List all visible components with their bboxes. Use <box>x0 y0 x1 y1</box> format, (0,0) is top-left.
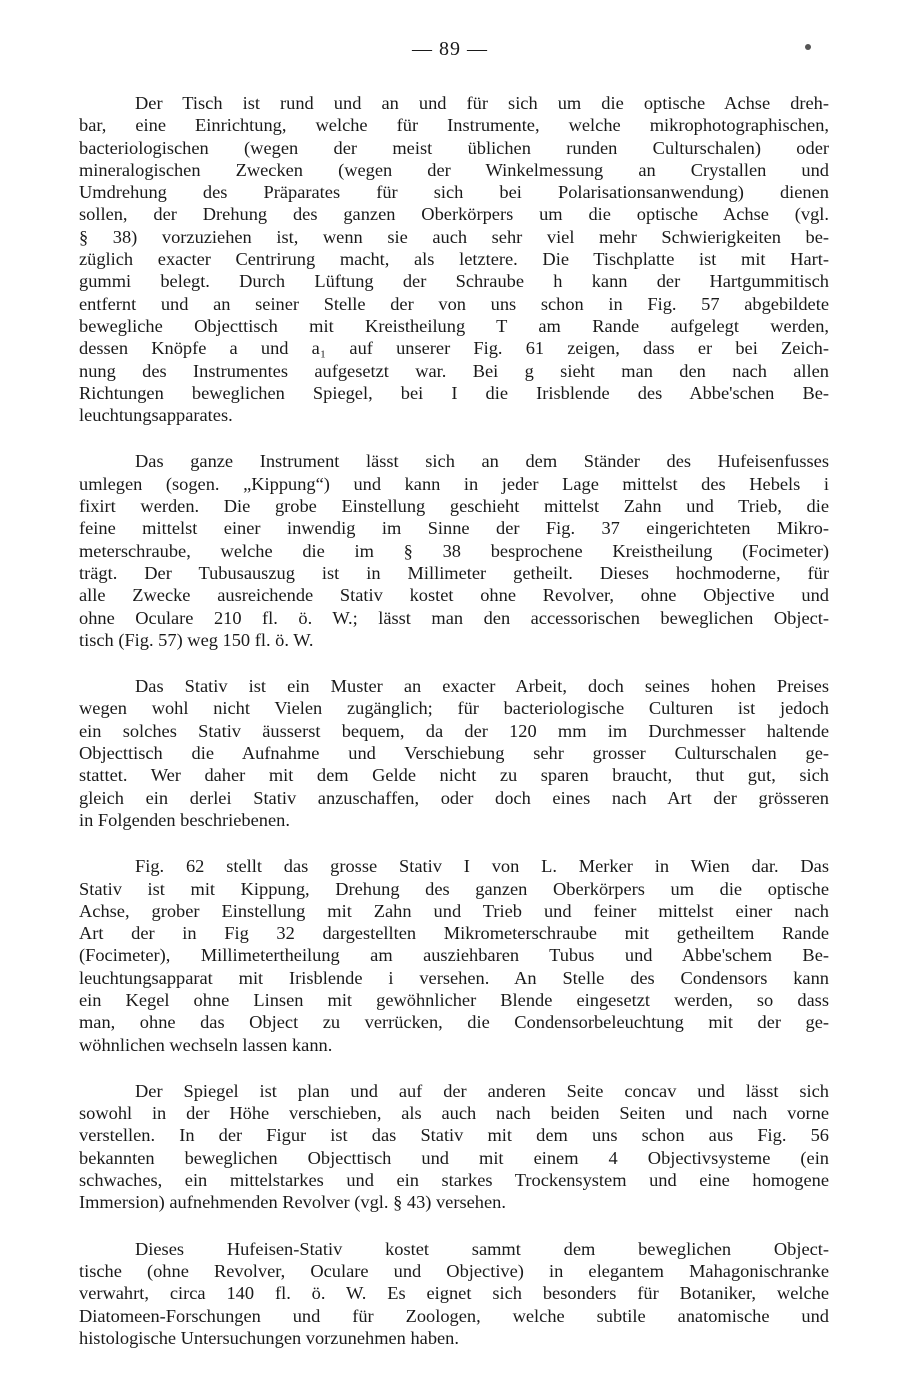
text-line: man, ohne das Object zu verrücken, die Condensorbeleuchtung mit der ge- <box>79 1012 829 1033</box>
text-line: Richtungen beweglichen Spiegel, bei I die Irisblende des Abbe'schen Be- <box>79 382 829 403</box>
text-line: bar, eine Einrichtung, welche für Instrumente, welche mikrophotographischen, <box>79 115 829 136</box>
text-line: züglich exacter Centrirung macht, als letztere. Die Tischplatte ist mit Hart- <box>79 249 829 270</box>
text-line: Stativ ist mit Kippung, Drehung des ganzen Oberkörpers um die optische <box>79 878 829 899</box>
text-line: Umdrehung des Präparates für sich bei Polarisationsanwendung) dienen <box>79 182 829 203</box>
text-line: trägt. Der Tubusauszug ist in Millimeter getheilt. Dieses hochmoderne, für <box>79 562 829 583</box>
text-line: fixirt werden. Die grobe Einstellung geschieht mittelst Zahn und Trieb, die <box>79 496 829 517</box>
text-line: bewegliche Objecttisch mit Kreistheilung T am Rande aufgelegt werden, <box>79 315 829 336</box>
paragraph <box>79 92 829 426</box>
text-line: wegen wohl nicht Vielen zugänglich; für bacteriologische Culturen ist jedoch <box>79 698 829 719</box>
text-line: gleich ein derlei Stativ anzuschaffen, oder doch eines nach Art der grösseren <box>79 787 829 808</box>
text-line: histologische Untersuchungen vorzunehmen haben. <box>79 1327 459 1348</box>
text-line: Achse, grober Einstellung mit Zahn und Trieb und feiner mittelst einer nach <box>79 900 829 921</box>
text-line: Objecttisch die Aufnahme und Verschiebung sehr grosser Culturschalen ge- <box>79 743 829 764</box>
text-line: ohne Oculare 210 fl. ö. W.; lässt man den accessorischen beweglichen Object- <box>79 607 829 628</box>
text-line: ein Kegel ohne Linsen mit gewöhnlicher Blende eingesetzt werden, so dass <box>79 989 829 1010</box>
text-line: leuchtungsapparat mit Irisblende i versehen. An Stelle des Condensors kann <box>79 967 829 988</box>
text-line: Das ganze Instrument lässt sich an dem Ständer des Hufeisenfusses <box>135 451 829 472</box>
text-line: Immersion) aufnehmenden Revolver (vgl. § 43) versehen. <box>79 1192 506 1213</box>
text-line: Diatomeen-Forschungen und für Zoologen, welche subtile anatomische und <box>79 1305 829 1326</box>
paragraph <box>79 855 829 1056</box>
text-line: stattet. Wer daher mit dem Gelde nicht zu sparen braucht, thut gut, sich <box>79 765 829 786</box>
text-line: ein solches Stativ äusserst bequem, da der 120 mm im Durchmesser haltende <box>79 720 829 741</box>
text-line: tisch (Fig. 57) weg 150 fl. ö. W. <box>79 629 314 650</box>
text-line: sollen, der Drehung des ganzen Oberkörpers um die optische Achse (vgl. <box>79 204 829 225</box>
text-line: wöhnlichen wechseln lassen kann. <box>79 1034 333 1055</box>
text-line: mineralogischen Zwecken (wegen der Winkelmessung an Crystallen und <box>79 159 829 180</box>
text-line: tische (ohne Revolver, Oculare und Objective) in elegantem Mahagonischranke <box>79 1260 829 1281</box>
text-line: Dieses Hufeisen-Stativ kostet sammt dem beweglichen Object- <box>135 1238 829 1259</box>
text-line: Art der in Fig 32 dargestellten Mikrometerschraube mit getheiltem Rande <box>79 923 829 944</box>
text-line: dessen Knöpfe a und a₁ auf unserer Fig. 61 zeigen, dass er bei Zeich- <box>79 338 829 359</box>
paragraph <box>79 1238 829 1349</box>
text-line: Das Stativ ist ein Muster an exacter Arbeit, doch seines hohen Preises <box>135 676 829 697</box>
text-line: § 38) vorzuziehen ist, wenn sie auch sehr viel mehr Schwierigkeiten be- <box>79 226 829 247</box>
text-line: gummi belegt. Durch Lüftung der Schraube h kann der Hartgummitisch <box>79 271 829 292</box>
text-line: Fig. 62 stellt das grosse Stativ I von L. Merker in Wien dar. Das <box>135 856 829 877</box>
print-speck <box>805 44 811 50</box>
text-line: verwahrt, circa 140 fl. ö. W. Es eignet sich besonders für Botaniker, welche <box>79 1283 829 1304</box>
text-line: (Focimeter), Millimetertheilung am ausziehbaren Tubus und Abbe'schem Be- <box>79 945 829 966</box>
text-line: schwaches, ein mittelstarkes und ein starkes Trockensystem und eine homogene <box>79 1170 829 1191</box>
paragraph <box>79 450 829 651</box>
text-line: meterschraube, welche die im § 38 besprochene Kreistheilung (Focimeter) <box>79 540 829 561</box>
text-line: bekannten beweglichen Objecttisch und mit einem 4 Objectivsysteme (ein <box>79 1147 829 1168</box>
text-line: bacteriologischen (wegen der meist üblichen runden Culturschalen) oder <box>79 137 829 158</box>
text-line: Der Tisch ist rund und an und für sich um die optische Achse dreh- <box>135 93 829 113</box>
text-line: leuchtungsapparates. <box>79 405 233 426</box>
text-line: sowohl in der Höhe verschieben, als auch nach beiden Seiten und nach vorne <box>79 1103 829 1124</box>
page-number: — 89 — <box>412 38 488 60</box>
text-line: in Folgenden beschriebenen. <box>79 809 290 830</box>
text-line: Der Spiegel ist plan und auf der anderen Seite concav und lässt sich <box>135 1080 829 1101</box>
text-line: nung des Instrumentes aufgesetzt war. Bei g sieht man den nach allen <box>79 360 829 381</box>
text-line: feine mittelst einer inwendig im Sinne der Fig. 37 eingerichteten Mikro- <box>79 518 829 539</box>
paragraph <box>79 1080 829 1214</box>
text-line: verstellen. In der Figur ist das Stativ mit dem uns schon aus Fig. 56 <box>79 1125 829 1146</box>
text-line: entfernt und an seiner Stelle der von uns schon in Fig. 57 abgebildete <box>79 293 829 314</box>
text-line: umlegen (sogen. „Kippung“) und kann in jeder Lage mittelst des Hebels i <box>79 473 829 494</box>
text-line: alle Zwecke ausreichende Stativ kostet ohne Revolver, ohne Objective und <box>79 585 829 606</box>
paragraph <box>79 675 829 831</box>
body-text <box>79 92 829 1373</box>
